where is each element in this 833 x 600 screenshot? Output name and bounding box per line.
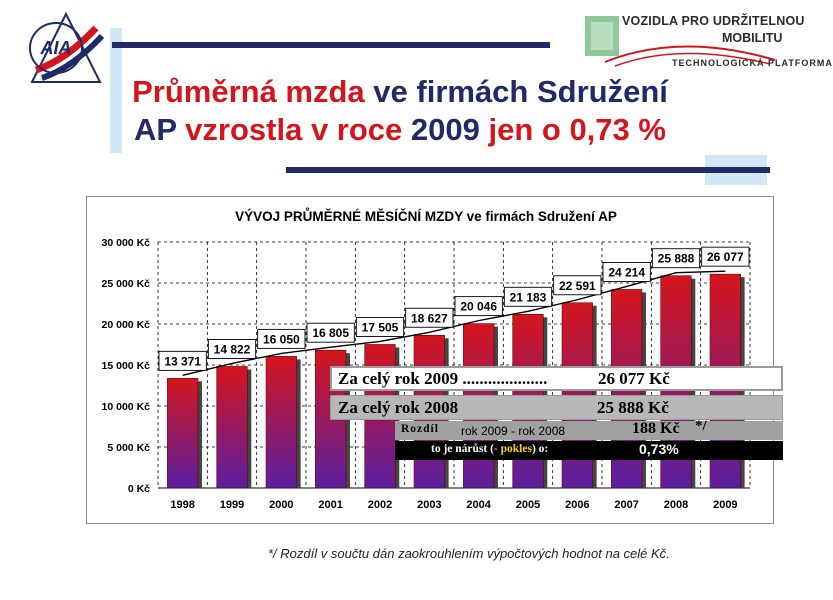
- data-label: [258, 329, 305, 348]
- data-label: [455, 297, 502, 316]
- x-tick-label: 2007: [614, 499, 639, 511]
- y-tick-label: 5 000 Kč: [107, 442, 150, 454]
- data-label: [702, 247, 749, 266]
- chart-title: VÝVOJ PRŮMĚRNÉ MĚSÍČNÍ MZDY ve firmách Sdružení AP: [235, 209, 617, 224]
- x-tick-label: 1999: [219, 499, 245, 511]
- x-tick-label: 2008: [663, 499, 689, 511]
- data-label-text: 25 888: [657, 251, 695, 266]
- vpum-line3: TECHNOLOGICKÁ PLATFORMA: [672, 58, 833, 68]
- summary-row-difference: [395, 418, 783, 440]
- difference-period: rok 2009 - rok 2008: [461, 424, 566, 438]
- growth-label: [431, 443, 548, 455]
- data-label-text: 17 505: [361, 320, 399, 335]
- data-label-text: 24 214: [608, 265, 646, 280]
- chart: [86, 196, 774, 524]
- data-label: [159, 351, 206, 370]
- data-label: [504, 287, 551, 306]
- summary-row-growth: [395, 441, 783, 460]
- growth-label-decline: - pokles: [493, 443, 532, 455]
- growth-label-part: to je nárůst (: [431, 443, 494, 455]
- data-label: [208, 339, 255, 358]
- x-tick-label: 2000: [269, 499, 294, 511]
- headline-part: jen o 0,73 %: [479, 112, 666, 147]
- summary-row-2008: [330, 395, 783, 420]
- headline-part: 2009: [410, 112, 480, 147]
- x-tick-label: 2006: [565, 499, 590, 511]
- headline-line1: [0, 74, 830, 110]
- bar: [217, 366, 248, 488]
- data-label-text: 26 077: [706, 250, 744, 265]
- decor-bottom-rule: [286, 167, 770, 173]
- summary-2008-value: 25 888 Kč: [597, 398, 669, 417]
- x-tick-label: 2001: [318, 499, 343, 511]
- summary-2008-label: Za celý rok 2008: [338, 398, 459, 417]
- x-tick-label: 2003: [417, 499, 442, 511]
- aia-logo-text: AIA: [40, 38, 72, 58]
- growth-label-part: ) o:: [531, 443, 549, 455]
- headline-part: ve firmách Sdružení: [364, 74, 668, 109]
- data-label-text: 14 822: [213, 342, 251, 357]
- data-label-text: 21 183: [509, 290, 547, 305]
- headline-part: vzrostla v roce: [176, 112, 411, 147]
- difference-label: Rozdíl: [401, 423, 439, 435]
- y-tick-label: 20 000 Kč: [101, 319, 150, 331]
- headline-part: Průměrná mzda: [132, 74, 365, 109]
- headline-part: AP: [134, 112, 177, 147]
- data-label-text: 16 050: [262, 332, 300, 347]
- bar: [266, 356, 297, 488]
- data-label-text: 20 046: [460, 299, 498, 314]
- x-tick-label: 2002: [367, 499, 393, 511]
- difference-footnote-mark: */: [695, 418, 707, 434]
- data-label: [603, 262, 650, 281]
- data-label-text: 18 627: [410, 311, 448, 326]
- aia-logo: [22, 10, 110, 82]
- difference-value: 188 Kč: [632, 420, 680, 437]
- y-tick-label: 0 Kč: [127, 483, 150, 495]
- x-tick-label: 2004: [466, 499, 491, 511]
- x-tick-label: 2005: [515, 499, 541, 511]
- data-label-text: 22 591: [558, 278, 596, 293]
- summary-2009-label: Za celý rok 2009 ....................: [338, 369, 548, 388]
- y-tick-label: 10 000 Kč: [101, 401, 150, 413]
- footnote: */ Rozdíl v součtu dán zaokrouhlením výpočtových hodnot na celé Kč.: [268, 546, 670, 561]
- data-label-text: 13 371: [164, 354, 202, 369]
- data-label: [554, 276, 601, 295]
- y-tick-label: 15 000 Kč: [101, 360, 150, 372]
- bar: [167, 378, 198, 488]
- vpum-line1: VOZIDLA PRO UDRŽITELNOU: [622, 14, 805, 28]
- x-tick-label: 2009: [713, 499, 738, 511]
- x-tick-label: 1998: [170, 499, 195, 511]
- summary-row-2009: [330, 366, 783, 391]
- vpum-line2: MOBILITU: [722, 31, 783, 45]
- decor-top-rule: [112, 42, 550, 48]
- summary-2009-value: 26 077 Kč: [598, 369, 670, 388]
- data-label: [652, 249, 699, 268]
- data-label: [406, 308, 453, 327]
- headline-line2: [0, 112, 830, 148]
- growth-value: 0,73%: [639, 441, 679, 457]
- data-label: [307, 323, 354, 342]
- y-tick-label: 25 000 Kč: [101, 278, 150, 290]
- y-tick-label: 30 000 Kč: [101, 237, 150, 249]
- data-label-text: 16 805: [312, 326, 350, 341]
- data-label: [356, 317, 403, 336]
